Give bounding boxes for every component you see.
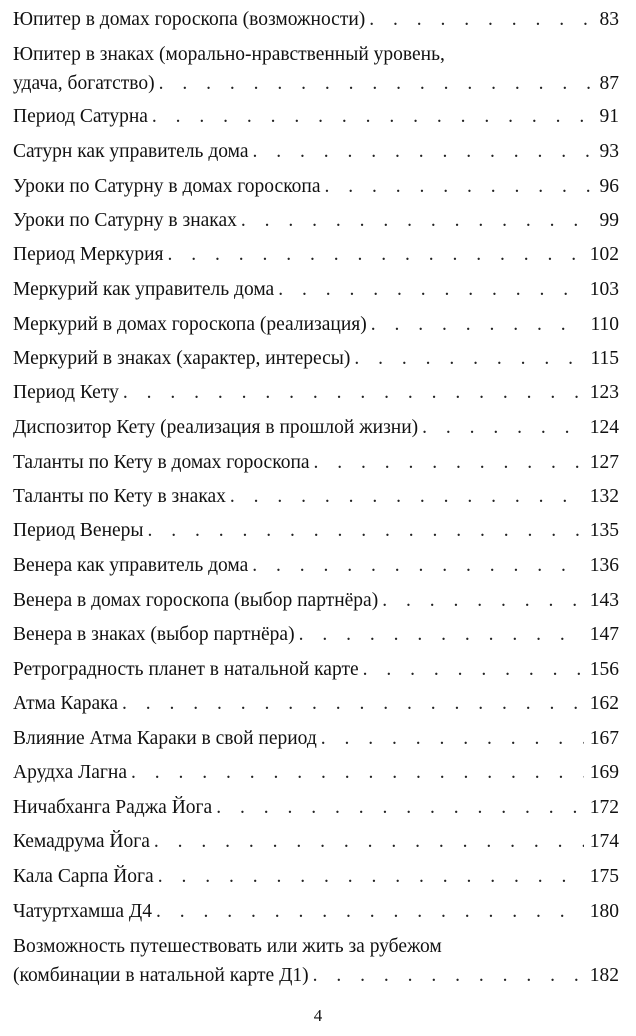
toc-entry	[13, 310, 619, 339]
toc-entry-page: 91	[599, 106, 619, 127]
toc-entry	[13, 620, 619, 649]
dot-leader	[371, 310, 585, 339]
toc-entry-page: 169	[589, 762, 619, 783]
toc-entry-page: 162	[589, 693, 619, 714]
toc-entry-page: 136	[589, 555, 619, 576]
page-number: 4	[313, 1006, 323, 1025]
toc-entry-title: Меркурий в домах гороскопа (реализация)	[13, 314, 367, 335]
toc-entry-title-line1: Юпитер в знаках (морально-нравственный уровень,	[13, 44, 445, 65]
toc-entry-title: Таланты по Кету в домах гороскопа	[13, 452, 310, 473]
toc-entry-page: 180	[589, 901, 619, 922]
toc-entry-title: Сатурн как управитель дома	[13, 141, 249, 162]
toc-entry-page: 123	[589, 382, 619, 403]
toc-entry-title-line1: Возможность путешествовать или жить за рубежом	[13, 936, 442, 957]
toc-entry	[13, 655, 619, 684]
toc-entry	[13, 40, 619, 98]
toc-entry-page: 83	[599, 9, 619, 30]
toc-entry-page: 147	[589, 624, 619, 645]
dot-leader	[299, 620, 584, 649]
dot-leader	[168, 240, 584, 269]
toc-entry	[13, 172, 619, 201]
toc-entry-title: Период Кету	[13, 382, 119, 403]
toc-entry	[13, 758, 619, 787]
toc-entry	[13, 897, 619, 926]
toc-entry	[13, 827, 619, 856]
toc-entry-page: 127	[589, 452, 619, 473]
toc-entry-page: 102	[589, 244, 619, 265]
toc-entry	[13, 448, 619, 477]
toc-entry-page: 135	[589, 520, 619, 541]
dot-leader	[382, 586, 584, 615]
toc-entry-page: 182	[589, 965, 619, 986]
toc-entry-title: Атма Карака	[13, 693, 119, 714]
dot-leader	[354, 344, 584, 373]
dot-leader	[422, 413, 584, 442]
dot-leader	[314, 448, 584, 477]
dot-leader	[363, 655, 584, 684]
toc-entry-title: Юпитер в домах гороскопа (возможности)	[13, 9, 366, 30]
toc-entry-title: Меркурий в знаках (характер, интересы)	[13, 348, 351, 369]
toc-entry-title: Период Сатурна	[13, 106, 148, 127]
toc-entry	[13, 137, 619, 166]
toc-entry-title: Венера в домах гороскопа (выбор партнёра)	[13, 590, 379, 611]
dot-leader	[321, 724, 584, 753]
toc-entry-title: удача, богатство)	[13, 73, 155, 94]
toc-entry	[13, 344, 619, 373]
toc-entry-page: 143	[589, 590, 619, 611]
toc-entry-page: 132	[589, 486, 619, 507]
dot-leader	[159, 69, 594, 98]
dot-leader	[253, 137, 594, 166]
toc-entry-title: Таланты по Кету в знаках	[13, 486, 226, 507]
dot-leader	[156, 897, 584, 926]
toc-entry	[13, 5, 619, 34]
toc-entry-page: 175	[589, 866, 619, 887]
toc-entry	[13, 275, 619, 304]
dot-leader	[241, 206, 594, 235]
dot-leader	[123, 378, 584, 407]
toc-entry-page: 93	[599, 141, 619, 162]
toc-entry	[13, 551, 619, 580]
toc-entry-title: Арудха Лагна	[13, 762, 128, 783]
toc-entry-page: 156	[589, 659, 619, 680]
toc-entry-page: 110	[590, 314, 619, 335]
toc-entry-page: 96	[599, 176, 619, 197]
toc-entry-title: Период Меркурия	[13, 244, 164, 265]
dot-leader	[313, 961, 584, 990]
toc-entry-title: Кала Сарпа Йога	[13, 866, 154, 887]
toc-entry-title: Уроки по Сатурну в домах гороскопа	[13, 176, 321, 197]
toc-entry	[13, 689, 619, 718]
toc-entry-page: 167	[589, 728, 619, 749]
toc-entry-page: 172	[589, 797, 619, 818]
toc-entry-title: Диспозитор Кету (реализация в прошлой жизни)	[13, 417, 419, 438]
toc-entry-title: (комбинации в натальной карте Д1)	[13, 965, 309, 986]
dot-leader	[252, 551, 583, 580]
toc-entry-page: 115	[590, 348, 619, 369]
toc-entry-page: 87	[599, 73, 619, 94]
toc-entry-page: 103	[589, 279, 619, 300]
toc-entry	[13, 413, 619, 442]
toc-entry-title: Венера как управитель дома	[13, 555, 249, 576]
toc-entry-page: 174	[589, 831, 619, 852]
dot-leader	[154, 827, 584, 856]
toc-entry	[13, 378, 619, 407]
toc-entry	[13, 724, 619, 753]
dot-leader	[216, 793, 584, 822]
toc-entry	[13, 793, 619, 822]
toc-entry-title: Ничабханга Раджа Йога	[13, 797, 213, 818]
toc-entry-title: Венера в знаках (выбор партнёра)	[13, 624, 295, 645]
toc-entry	[13, 862, 619, 891]
toc-entry	[13, 516, 619, 545]
toc-entry-title: Чатуртхамша Д4	[13, 901, 152, 922]
toc-entry	[13, 240, 619, 269]
toc-entry	[13, 586, 619, 615]
toc-entry-title: Влияние Атма Караки в свой период	[13, 728, 317, 749]
dot-leader	[152, 102, 594, 131]
toc-entry	[13, 482, 619, 511]
toc-entry	[13, 932, 619, 990]
toc-entry	[13, 206, 619, 235]
dot-leader	[122, 689, 584, 718]
dot-leader	[148, 516, 584, 545]
dot-leader	[158, 862, 584, 891]
toc-entry-page: 99	[599, 210, 619, 231]
toc-entry-title: Ретроградность планет в натальной карте	[13, 659, 359, 680]
dot-leader	[369, 5, 593, 34]
dot-leader	[131, 758, 584, 787]
dot-leader	[230, 482, 584, 511]
toc-entry-title: Кемадрума Йога	[13, 831, 150, 852]
toc-entry-title: Период Венеры	[13, 520, 144, 541]
toc-entry-title: Уроки по Сатурну в знаках	[13, 210, 237, 231]
toc-entry-page: 124	[589, 417, 619, 438]
dot-leader	[278, 275, 584, 304]
toc-entry	[13, 102, 619, 131]
dot-leader	[325, 172, 594, 201]
toc-entry-title: Меркурий как управитель дома	[13, 279, 275, 300]
